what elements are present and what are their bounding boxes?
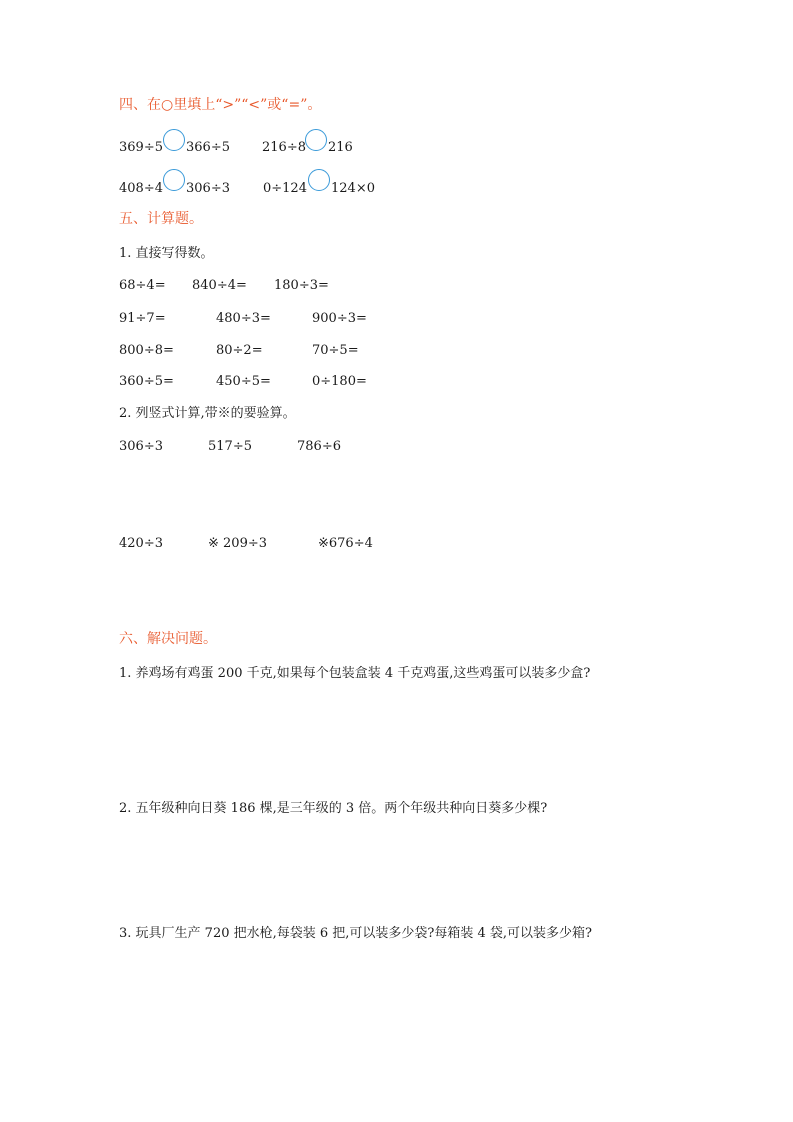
answer-circle-2[interactable] — [305, 129, 327, 151]
oral-item: 480÷3= — [216, 311, 271, 326]
compare-right-3: 306÷3 — [186, 181, 230, 196]
oral-item: 68÷4= — [119, 278, 166, 293]
word-problem-3: 3. 玩具厂生产 720 把水枪,每袋装 6 把,可以装多少袋?每箱装 4 袋,可以装多少箱? — [119, 926, 593, 941]
oral-item: 800÷8= — [119, 343, 174, 358]
answer-circle-4[interactable] — [308, 169, 330, 191]
oral-item: 80÷2= — [216, 343, 263, 358]
compare-left-2: 216÷8 — [262, 140, 306, 155]
compare-left-1: 369÷5 — [119, 140, 163, 155]
vertical-item: ※676÷4 — [318, 536, 373, 551]
word-problem-2: 2. 五年级种向日葵 186 棵,是三年级的 3 倍。两个年级共种向日葵多少棵? — [119, 801, 548, 816]
compare-right-1: 366÷5 — [186, 140, 230, 155]
vertical-item: 306÷3 — [119, 439, 163, 454]
section6-heading: 六、解决问题。 — [119, 631, 217, 647]
oral-item: 0÷180= — [312, 374, 367, 389]
vertical-calc-title: 2. 列竖式计算,带※的要验算。 — [119, 406, 296, 421]
answer-circle-1[interactable] — [163, 129, 185, 151]
vertical-item: 786÷6 — [297, 439, 341, 454]
oral-calc-title: 1. 直接写得数。 — [119, 246, 214, 261]
compare-left-4: 0÷124 — [263, 181, 307, 196]
answer-circle-3[interactable] — [163, 169, 185, 191]
compare-right-4: 124×0 — [331, 181, 375, 196]
oral-item: 360÷5= — [119, 374, 174, 389]
oral-item: 91÷7= — [119, 311, 166, 326]
vertical-item: 420÷3 — [119, 536, 163, 551]
oral-item: 450÷5= — [216, 374, 271, 389]
oral-item: 180÷3= — [274, 278, 329, 293]
section5-heading: 五、计算题。 — [119, 211, 203, 227]
oral-item: 70÷5= — [312, 343, 359, 358]
oral-item: 840÷4= — [192, 278, 247, 293]
vertical-item: ※ 209÷3 — [208, 536, 268, 551]
section4-heading: 四、在○里填上“>”“<”或“=”。 — [119, 97, 322, 113]
compare-right-2: 216 — [328, 140, 353, 155]
word-problem-1: 1. 养鸡场有鸡蛋 200 千克,如果每个包装盒装 4 千克鸡蛋,这些鸡蛋可以装多少盒? — [119, 666, 591, 681]
oral-item: 900÷3= — [312, 311, 367, 326]
compare-left-3: 408÷4 — [119, 181, 163, 196]
vertical-item: 517÷5 — [208, 439, 252, 454]
